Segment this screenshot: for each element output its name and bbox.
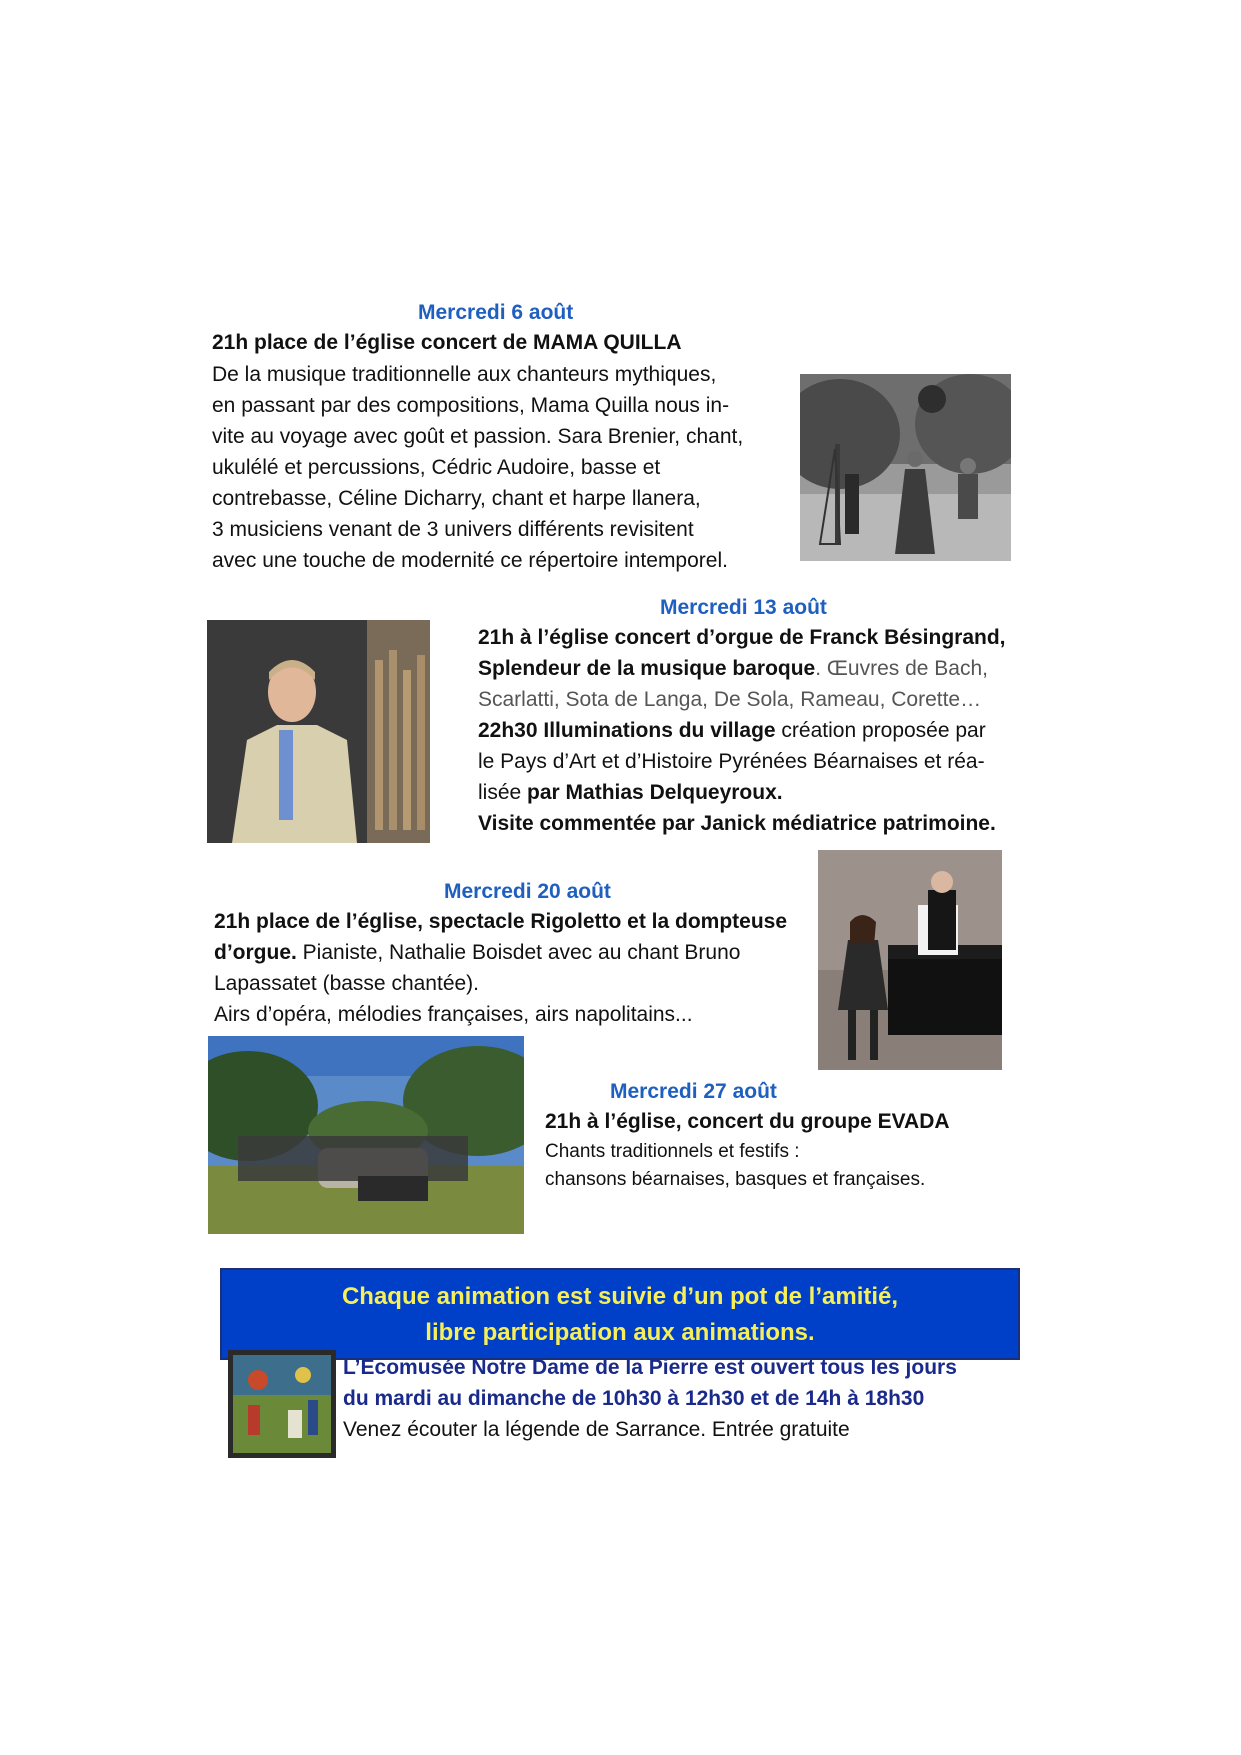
friendship-banner [220, 1268, 1020, 1360]
event4-line1: Chants traditionnels et festifs : [545, 1141, 800, 1162]
event3-line1: 21h place de l’église, spectacle Rigoletto et la dompteuse [214, 910, 788, 933]
event4-line2: chansons béarnaises, basques et françaises. [545, 1169, 926, 1190]
event4-headline: 21h à l’église, concert du groupe EVADA [545, 1110, 950, 1133]
evada-group-photo [208, 1036, 524, 1234]
organist-photo [207, 620, 430, 843]
event2-line6 [478, 777, 1006, 808]
ecomusee-painting [228, 1350, 336, 1458]
piano-duo-photo [818, 850, 1002, 1070]
event1-description [212, 359, 743, 576]
event3-date: Mercredi 20 août [444, 880, 611, 903]
event3-line2 [214, 937, 787, 968]
event2-line4 [478, 715, 1006, 746]
banner-line1: Chaque animation est suivie d’un pot de l’amitié, [341, 1283, 899, 1310]
event2-line1: 21h à l’église concert d’orgue de Franck Bésingrand, [478, 626, 1006, 649]
event3-description [214, 906, 787, 1030]
event2-date: Mercredi 13 août [660, 596, 827, 619]
event2-line3: Scarlatti, Sota de Langa, De Sola, Rameau, Corette… [478, 688, 982, 711]
event2-line5: le Pays d’Art et d’Histoire Pyrénées Béarnaises et réa- [478, 750, 985, 773]
event1-line: De la musique traditionnelle aux chanteurs mythiques, [212, 363, 717, 386]
event2-line4-bold: 22h30 Illuminations du village [478, 719, 776, 742]
event4-description [545, 1138, 925, 1194]
event2-line7: Visite commentée par Janick médiatrice patrimoine. [478, 812, 996, 835]
event1-line: 3 musiciens venant de 3 univers différents revisitent [212, 518, 694, 541]
event1-line: vite au voyage avec goût et passion. Sara Brenier, chant, [212, 425, 744, 448]
event1-line: en passant par des compositions, Mama Quilla nous in- [212, 394, 730, 417]
ecomusee-line1: L’Ecomusée Notre Dame de la Pierre est ouvert tous les jours [343, 1356, 957, 1379]
event1-line: avec une touche de modernité ce répertoire intemporel. [212, 549, 728, 572]
banner-line2: libre participation aux animations. [425, 1319, 815, 1346]
event2-line6-bold: par Mathias Delqueyroux. [527, 781, 783, 804]
event2-description [478, 622, 1006, 839]
ecomusee-line2: du mardi au dimanche de 10h30 à 12h30 et de 14h à 18h30 [343, 1387, 925, 1410]
event3-line2-bold: d’orgue. [214, 941, 297, 964]
event2-line2 [478, 653, 1006, 684]
event2-line2-bold: Splendeur de la musique baroque [478, 657, 816, 680]
ecomusee-line3: Venez écouter la légende de Sarrance. Entrée gratuite [343, 1418, 850, 1441]
event3-line4: Airs d’opéra, mélodies françaises, airs napolitains... [214, 1003, 693, 1026]
event1-line: ukulélé et percussions, Cédric Audoire, basse et [212, 456, 661, 479]
event1-headline: 21h place de l’église concert de MAMA QUILLA [212, 331, 682, 354]
event1-line: contrebasse, Céline Dicharry, chant et harpe llanera, [212, 487, 701, 510]
event2-line2-rest: . Œuvres de Bach, [815, 657, 988, 680]
ecomusee-info [343, 1352, 957, 1445]
event3-line2-rest: Pianiste, Nathalie Boisdet avec au chant Bruno [296, 941, 741, 964]
event3-line3: Lapassatet (basse chantée). [214, 972, 480, 995]
event2-line4-rest: création proposée par [775, 719, 986, 742]
mama-quilla-photo [800, 374, 1011, 561]
event1-date: Mercredi 6 août [418, 301, 574, 324]
event2-line6-plain: lisée [478, 781, 528, 804]
event4-date: Mercredi 27 août [610, 1080, 777, 1103]
